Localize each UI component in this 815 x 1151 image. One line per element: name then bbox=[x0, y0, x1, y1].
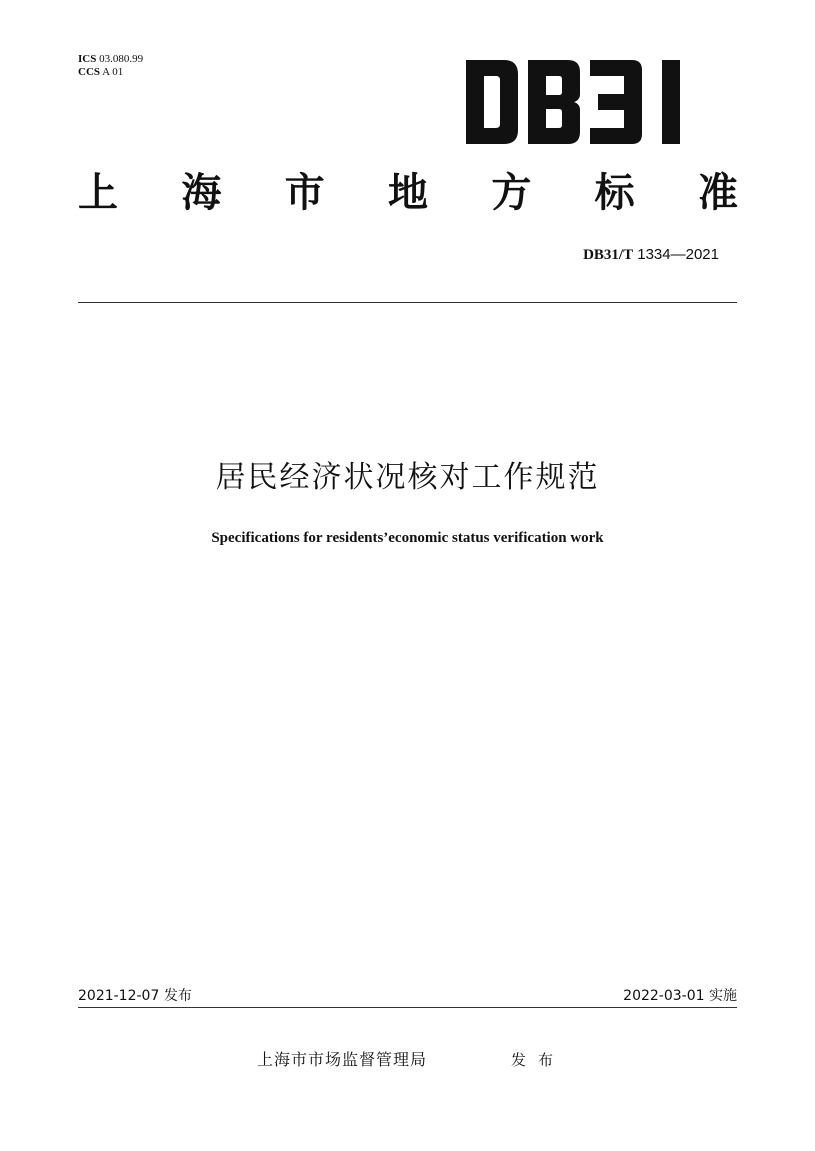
classification-codes bbox=[78, 53, 143, 79]
standard-type-char: 地 bbox=[387, 170, 428, 216]
standard-type-char: 上 bbox=[78, 170, 118, 216]
standard-type-char: 方 bbox=[491, 170, 532, 216]
standard-number bbox=[583, 246, 719, 264]
standard-type-char: 标 bbox=[594, 170, 635, 216]
implement-label: 实施 bbox=[709, 988, 737, 1004]
ics-label: ICS bbox=[78, 53, 97, 65]
ics-line bbox=[78, 53, 143, 66]
issue-date: 2021-12-07 bbox=[78, 988, 160, 1004]
implement-date: 2022-03-01 bbox=[623, 988, 705, 1004]
document-title-cn: 居民经济状况核对工作规范 bbox=[215, 460, 600, 495]
issue-label: 发布 bbox=[163, 988, 192, 1004]
issue-info bbox=[78, 985, 192, 1005]
ics-value: 03.080.99 bbox=[99, 53, 144, 65]
ccs-value: A 01 bbox=[102, 66, 124, 78]
top-divider bbox=[78, 302, 737, 303]
bottom-divider bbox=[78, 1007, 737, 1008]
implement-info bbox=[623, 985, 737, 1005]
standard-type-title bbox=[78, 168, 738, 218]
publisher-name: 上海市市场监督管理局 bbox=[257, 1050, 428, 1069]
document-title-en: Specifications for residents’economic status verification work bbox=[211, 530, 604, 546]
db31-logo bbox=[466, 60, 696, 144]
standard-number-value: 1334—2021 bbox=[637, 246, 719, 263]
standard-type-char: 海 bbox=[181, 170, 222, 216]
publisher-action: 发布 bbox=[511, 1051, 566, 1069]
standard-type-char: 市 bbox=[284, 170, 325, 216]
standard-type-char: 准 bbox=[697, 170, 738, 216]
ccs-line bbox=[78, 66, 143, 79]
ccs-label: CCS bbox=[78, 66, 101, 78]
standard-number-prefix: DB31/T bbox=[583, 247, 634, 263]
